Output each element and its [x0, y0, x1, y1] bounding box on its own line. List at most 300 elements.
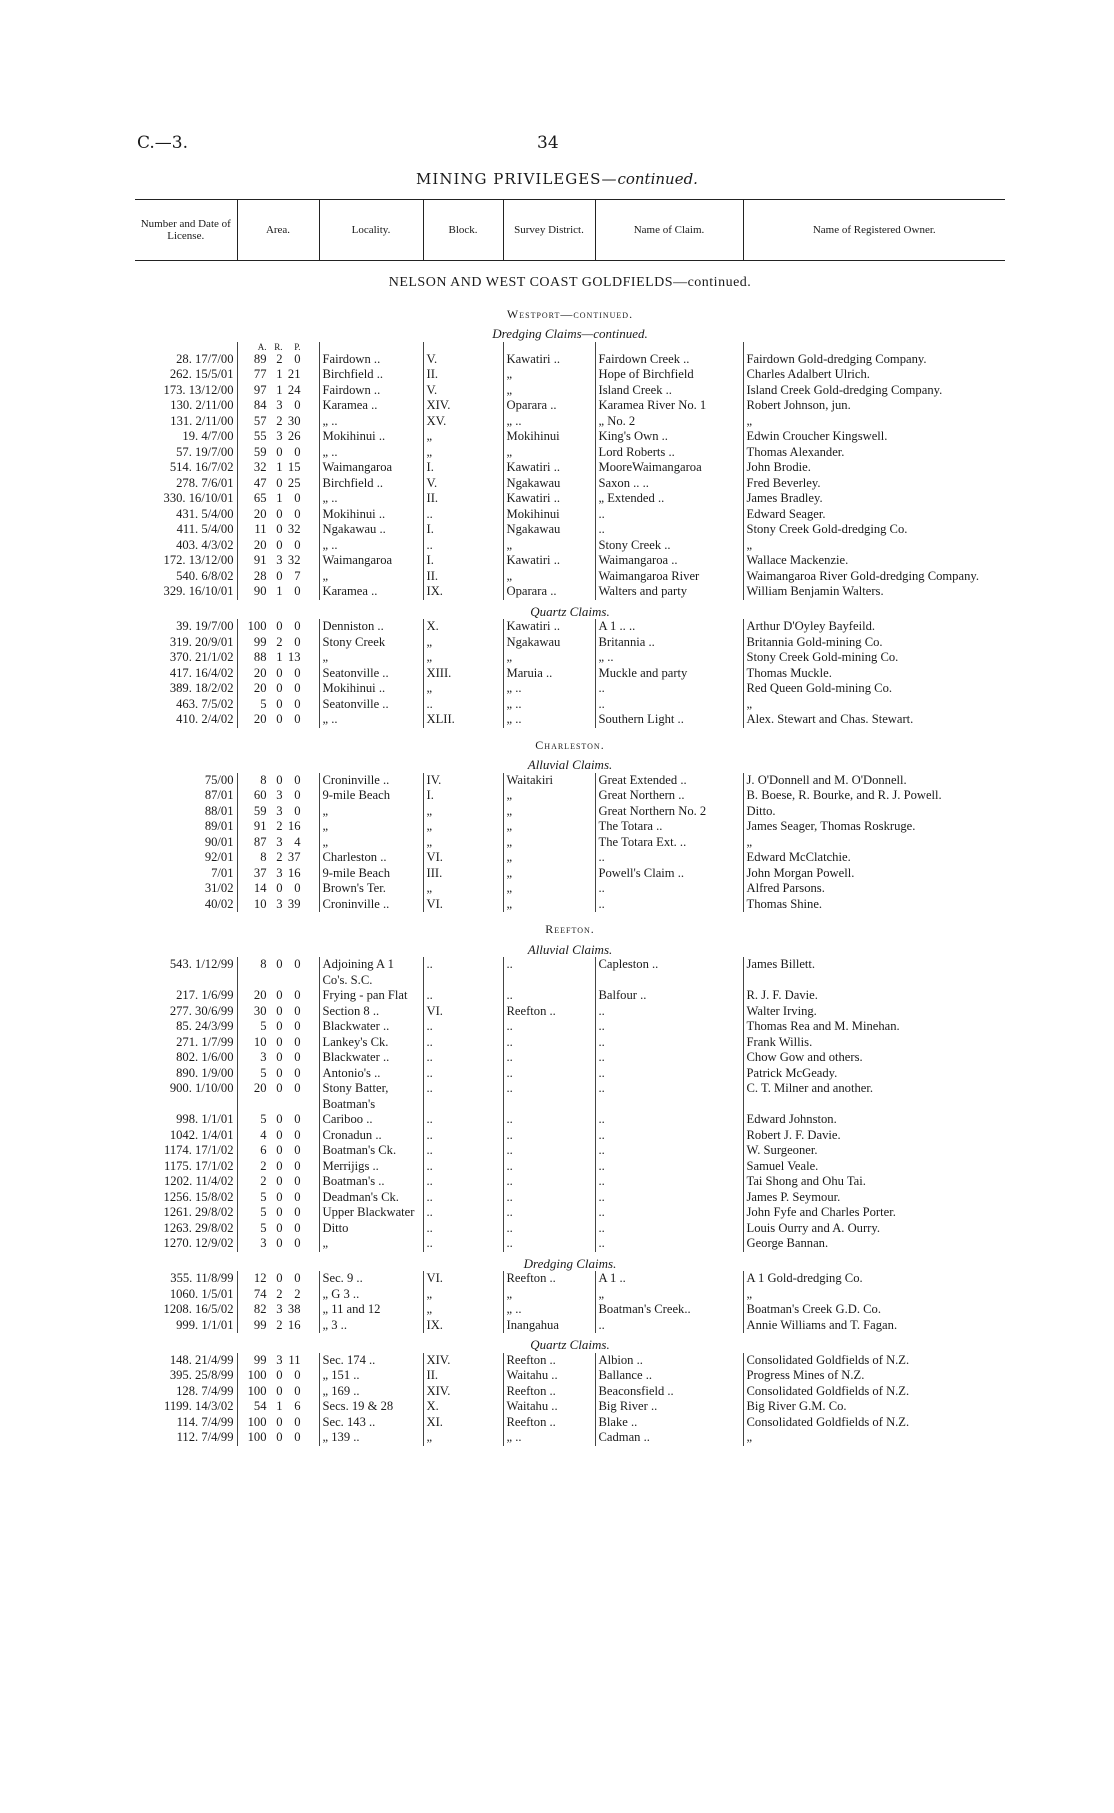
claim-name-cell: „ No. 2: [595, 414, 743, 430]
locality-cell: „: [319, 804, 423, 820]
owner-cell: Alfred Parsons.: [743, 881, 1005, 897]
area-acres: 4: [260, 1127, 267, 1142]
area-cell: [237, 712, 319, 728]
area-roods: 0: [276, 665, 283, 680]
license-number: 1256.: [163, 1189, 192, 1204]
license-date: 1/12/99: [195, 957, 234, 971]
area-roods: 0: [276, 1081, 283, 1095]
license-date: 7/4/99: [201, 1430, 234, 1444]
license-cell: [135, 1019, 237, 1035]
area-acres: 5: [260, 1220, 267, 1235]
survey-district-cell: „: [503, 819, 595, 835]
license-number: 463.: [176, 696, 199, 711]
claim-name-cell: Great Northern ..: [595, 788, 743, 804]
area-roods: 3: [276, 803, 283, 818]
license-number: 900.: [169, 1081, 192, 1095]
table-row: [135, 788, 1005, 804]
owner-cell: Boatman's Creek G.D. Co.: [743, 1302, 1005, 1318]
license-cell: [135, 476, 237, 492]
owner-cell: Chow Gow and others.: [743, 1050, 1005, 1066]
area-cell: [237, 569, 319, 585]
license-cell: [135, 619, 237, 635]
license-cell: [135, 1221, 237, 1237]
area-cell: [237, 850, 319, 866]
block-cell: ..: [423, 1019, 503, 1035]
survey-district-cell: „ ..: [503, 1302, 595, 1318]
survey-district-cell: Mokihinui: [503, 429, 595, 445]
area-perches: 0: [294, 537, 301, 552]
license-date: 5/4/00: [201, 506, 234, 521]
license-number: 1263.: [163, 1220, 192, 1235]
area-roods: 0: [276, 506, 283, 521]
license-number: 1175.: [163, 1158, 192, 1173]
district-heading: [135, 912, 1005, 938]
table-body: [135, 261, 1005, 1446]
block-cell: „: [423, 835, 503, 851]
owner-cell: R. J. F. Davie.: [743, 988, 1005, 1004]
area-roods: 0: [276, 1019, 283, 1033]
district-heading-text: Charleston.: [535, 737, 605, 752]
area-perches: 0: [294, 788, 301, 802]
area-roods: 0: [276, 696, 283, 711]
license-date: 7/6/01: [201, 475, 234, 490]
locality-cell: Merrijigs ..: [319, 1159, 423, 1175]
license-date: 25/8/99: [195, 1368, 234, 1382]
owner-cell: Consolidated Goldfields of N.Z.: [743, 1384, 1005, 1400]
license-number: 417.: [169, 665, 192, 680]
table-row: [135, 619, 1005, 635]
area-cell: [237, 881, 319, 897]
claim-name-cell: Southern Light ..: [595, 712, 743, 728]
owner-cell: Thomas Alexander.: [743, 445, 1005, 461]
area-roods: 3: [276, 398, 283, 412]
table-row: [135, 1368, 1005, 1384]
license-date: 7/5/02: [201, 696, 234, 711]
license-cell: [135, 881, 237, 897]
area-roods: 0: [276, 1414, 283, 1429]
license-cell: [135, 414, 237, 430]
license-number: 1202.: [163, 1174, 193, 1188]
locality-cell: Ngakawau ..: [319, 522, 423, 538]
area-acres: 37: [253, 865, 267, 880]
area-perches: 32: [287, 522, 301, 536]
area-cell: [237, 352, 319, 368]
block-cell: VI.: [423, 897, 503, 913]
license-date: 19/7/00: [195, 619, 234, 633]
area-roods: 0: [276, 1112, 283, 1126]
area-acres: 10: [253, 896, 267, 911]
locality-cell: „ ..: [319, 491, 423, 507]
area-acres: 30: [253, 1003, 267, 1018]
subsection-heading-text: Alluvial Claims.: [527, 941, 613, 957]
survey-district-cell: Ngakawau: [503, 476, 595, 492]
block-cell: ..: [423, 1236, 503, 1252]
license-date: 1/10/00: [195, 1081, 234, 1095]
survey-district-cell: ..: [503, 1050, 595, 1066]
license-cell: [135, 988, 237, 1004]
area-roods: 0: [276, 568, 283, 583]
owner-cell: A 1 Gold-dredging Co.: [743, 1271, 1005, 1287]
license-cell: [135, 1302, 237, 1318]
area-cell: [237, 1066, 319, 1082]
area-roods: 0: [276, 619, 283, 633]
license-cell: [135, 553, 237, 569]
area-cell: [237, 804, 319, 820]
area-cell: [237, 1399, 319, 1415]
area-units-row: [135, 342, 1005, 352]
area-perches: 0: [294, 1189, 301, 1204]
survey-district-cell: „: [503, 538, 595, 554]
claim-name-cell: Saxon .. ..: [595, 476, 743, 492]
area-perches: 0: [294, 1220, 301, 1235]
area-cell: [237, 584, 319, 600]
claim-name-cell: Waimangaroa River: [595, 569, 743, 585]
column-header-number: Number and Date of License.: [135, 200, 237, 261]
locality-cell: „ ..: [319, 712, 423, 728]
locality-cell: Blackwater ..: [319, 1019, 423, 1035]
area-perches: 0: [294, 712, 301, 726]
license-cell: [135, 460, 237, 476]
survey-district-cell: „: [503, 788, 595, 804]
license-cell: [135, 897, 237, 913]
survey-district-cell: „: [503, 850, 595, 866]
survey-district-cell: ..: [503, 1190, 595, 1206]
area-perches: 16: [287, 865, 301, 880]
area-perches: 0: [294, 619, 301, 633]
claim-name-cell: Capleston ..: [595, 957, 743, 988]
license-cell: [135, 681, 237, 697]
block-cell: I.: [423, 553, 503, 569]
license-date: 7/01: [211, 865, 234, 880]
area-roods: 0: [276, 1271, 283, 1285]
owner-cell: John Morgan Powell.: [743, 866, 1005, 882]
license-cell: [135, 1190, 237, 1206]
area-acres: 12: [253, 1271, 267, 1285]
license-cell: [135, 712, 237, 728]
owner-cell: Patrick McGeady.: [743, 1066, 1005, 1082]
area-perches: 0: [294, 1019, 301, 1033]
table-row: [135, 445, 1005, 461]
license-date: 11/4/02: [195, 1174, 234, 1188]
license-number: 355.: [170, 1271, 193, 1285]
table-row: [135, 850, 1005, 866]
survey-district-cell: ..: [503, 1143, 595, 1159]
license-date: 20/9/01: [195, 634, 234, 649]
area-acres: 8: [260, 772, 267, 787]
license-number: 1042.: [169, 1127, 199, 1142]
license-date: 1/4/01: [201, 1127, 234, 1142]
block-cell: „: [423, 681, 503, 697]
license-cell: [135, 1318, 237, 1334]
license-number: 890.: [176, 1065, 199, 1080]
area-roods: 0: [276, 522, 283, 536]
area-perches: 0: [294, 1430, 301, 1444]
locality-cell: „ 151 ..: [319, 1368, 423, 1384]
owner-cell: Robert Johnson, jun.: [743, 398, 1005, 414]
license-cell: [135, 835, 237, 851]
area-perches: 0: [294, 1271, 301, 1285]
license-number: 1060.: [169, 1286, 199, 1301]
license-cell: [135, 1035, 237, 1051]
block-cell: XLII.: [423, 712, 503, 728]
license-date: 2/11/00: [195, 398, 234, 412]
area-cell: [237, 553, 319, 569]
area-acres: 99: [253, 1352, 267, 1367]
owner-cell: Edward McClatchie.: [743, 850, 1005, 866]
area-roods: 0: [276, 1220, 283, 1235]
survey-district-cell: ..: [503, 1221, 595, 1237]
area-cell: [237, 1271, 319, 1287]
survey-district-cell: „: [503, 383, 595, 399]
survey-district-cell: Waitahu ..: [503, 1368, 595, 1384]
license-date: 18/2/02: [195, 681, 234, 695]
district-heading-text: Reefton.: [545, 922, 595, 936]
area-acres: 3: [260, 1236, 267, 1250]
area-roods: 2: [276, 850, 283, 864]
block-cell: II.: [423, 1368, 503, 1384]
locality-cell: Section 8 ..: [319, 1004, 423, 1020]
area-acres: 20: [253, 712, 267, 726]
license-date: 1/6/00: [201, 1050, 234, 1064]
area-perches: 0: [294, 1205, 301, 1219]
survey-district-cell: ..: [503, 1081, 595, 1112]
license-cell: [135, 367, 237, 383]
owner-cell: Stony Creek Gold-mining Co.: [743, 650, 1005, 666]
survey-district-cell: Kawatiri ..: [503, 553, 595, 569]
area-perches: 0: [294, 681, 301, 695]
license-date: 29/8/02: [195, 1220, 234, 1235]
license-date: 17/1/02: [195, 1143, 234, 1157]
locality-cell: Waimangaroa: [319, 553, 423, 569]
area-perches: 16: [287, 1317, 301, 1332]
table-row: [135, 650, 1005, 666]
license-cell: [135, 773, 237, 789]
area-perches: 13: [287, 650, 301, 664]
survey-district-cell: ..: [503, 1035, 595, 1051]
locality-cell: „ G 3 ..: [319, 1287, 423, 1303]
area-acres: 89: [253, 351, 267, 366]
block-cell: XIV.: [423, 398, 503, 414]
license-date: 1/7/99: [201, 1034, 234, 1049]
table-row: [135, 1159, 1005, 1175]
area-roods: 0: [276, 1127, 283, 1142]
area-cell: [237, 1415, 319, 1431]
area-roods: 0: [276, 712, 283, 726]
area-roods: 1: [276, 584, 283, 598]
survey-district-cell: „ ..: [503, 712, 595, 728]
license-date: 2/11/00: [195, 413, 234, 428]
table-row: [135, 507, 1005, 523]
claim-name-cell: The Totara Ext. ..: [595, 835, 743, 851]
license-date: 13/12/00: [188, 382, 234, 397]
area-cell: [237, 1353, 319, 1369]
locality-cell: Cronadun ..: [319, 1128, 423, 1144]
claim-name-cell: ..: [595, 1066, 743, 1082]
block-cell: XV.: [423, 414, 503, 430]
claim-name-cell: MooreWaimangaroa: [595, 460, 743, 476]
area-acres: 5: [260, 1112, 267, 1126]
table-row: [135, 635, 1005, 651]
survey-district-cell: Kawatiri ..: [503, 619, 595, 635]
survey-district-cell: „ ..: [503, 681, 595, 697]
claim-name-cell: ..: [595, 850, 743, 866]
area-acres: 5: [260, 1189, 267, 1204]
area-acres: 60: [253, 788, 267, 802]
table-row: [135, 681, 1005, 697]
locality-cell: Mokihinui ..: [319, 507, 423, 523]
area-perches: 15: [287, 460, 301, 474]
table-row: [135, 538, 1005, 554]
table-row: [135, 476, 1005, 492]
locality-cell: „: [319, 819, 423, 835]
block-cell: ..: [423, 1174, 503, 1190]
license-cell: [135, 1353, 237, 1369]
area-roods: 0: [276, 1383, 283, 1398]
area-acres: 99: [253, 634, 267, 649]
area-cell: [237, 522, 319, 538]
area-roods: 2: [276, 351, 283, 366]
area-perches: 0: [294, 351, 301, 366]
area-roods: 2: [276, 1286, 283, 1301]
area-cell: [237, 491, 319, 507]
table-row: [135, 773, 1005, 789]
area-roods: 0: [276, 772, 283, 787]
area-acres: 3: [260, 1050, 267, 1064]
area-perches: 37: [287, 850, 301, 864]
locality-cell: „: [319, 835, 423, 851]
locality-cell: „ 139 ..: [319, 1430, 423, 1446]
area-cell: [237, 835, 319, 851]
area-perches: 26: [287, 429, 301, 443]
area-roods: 0: [276, 444, 283, 459]
owner-cell: W. Surgeoner.: [743, 1143, 1005, 1159]
license-number: 802.: [176, 1050, 199, 1064]
area-acres: 8: [260, 957, 267, 971]
license-date: 90/01: [204, 834, 234, 849]
license-date: 7/4/99: [201, 1383, 234, 1398]
license-number: 148.: [169, 1352, 192, 1367]
block-cell: XIV.: [423, 1384, 503, 1400]
license-number: 278.: [176, 475, 199, 490]
table-header-row: [135, 200, 1005, 261]
locality-cell: Sec. 143 ..: [319, 1415, 423, 1431]
locality-cell: Mokihinui ..: [319, 681, 423, 697]
area-cell: [237, 367, 319, 383]
block-cell: V.: [423, 476, 503, 492]
license-date: 88/01: [204, 803, 234, 818]
claim-name-cell: ..: [595, 1318, 743, 1334]
area-perches: 24: [287, 382, 301, 397]
area-acres: 5: [260, 696, 267, 711]
table-row: [135, 1205, 1005, 1221]
table-row: [135, 988, 1005, 1004]
table-row: [135, 1399, 1005, 1415]
area-acres: 20: [253, 988, 267, 1002]
locality-cell: Karamea ..: [319, 398, 423, 414]
block-cell: „: [423, 429, 503, 445]
license-cell: [135, 819, 237, 835]
area-roods: 0: [276, 537, 283, 552]
area-perches: 0: [294, 1034, 301, 1049]
table-row: [135, 804, 1005, 820]
area-perches: 0: [294, 803, 301, 818]
claim-name-cell: Hope of Birchfield: [595, 367, 743, 383]
subsection-heading: [135, 1333, 1005, 1353]
owner-cell: Red Queen Gold-mining Co.: [743, 681, 1005, 697]
claim-name-cell: King's Own ..: [595, 429, 743, 445]
block-cell: V.: [423, 352, 503, 368]
table-row: [135, 697, 1005, 713]
claim-name-cell: „: [595, 1287, 743, 1303]
locality-cell: „ ..: [319, 414, 423, 430]
claim-name-cell: Karamea River No. 1: [595, 398, 743, 414]
license-date: 1/5/01: [201, 1286, 234, 1301]
table-row: [135, 819, 1005, 835]
block-cell: VI.: [423, 850, 503, 866]
owner-cell: „: [743, 414, 1005, 430]
claim-name-cell: Great Northern No. 2: [595, 804, 743, 820]
area-cell: [237, 1004, 319, 1020]
area-roods: 0: [276, 1236, 283, 1250]
area-roods: 1: [276, 491, 283, 505]
mining-privileges-table: [135, 199, 1005, 1446]
license-cell: [135, 429, 237, 445]
area-perches: 0: [294, 1414, 301, 1429]
survey-district-cell: Waitahu ..: [503, 1399, 595, 1415]
area-roods: 0: [276, 988, 283, 1002]
owner-cell: „: [743, 835, 1005, 851]
claim-name-cell: Cadman ..: [595, 1430, 743, 1446]
column-header-area: Area.: [237, 200, 319, 261]
locality-cell: Croninville ..: [319, 773, 423, 789]
claim-name-cell: ..: [595, 681, 743, 697]
license-cell: [135, 1236, 237, 1252]
area-cell: [237, 1302, 319, 1318]
claim-name-cell: ..: [595, 1112, 743, 1128]
area-cell: [237, 1159, 319, 1175]
block-cell: X.: [423, 1399, 503, 1415]
owner-cell: James Bradley.: [743, 491, 1005, 507]
locality-cell: „ 11 and 12: [319, 1302, 423, 1318]
area-cell: [237, 507, 319, 523]
block-cell: IV.: [423, 773, 503, 789]
table-row: [135, 1287, 1005, 1303]
license-number: 57.: [176, 444, 192, 459]
subsection-heading-text: Quartz Claims.: [530, 603, 610, 619]
locality-cell: Deadman's Ck.: [319, 1190, 423, 1206]
area-roods: 0: [276, 1368, 283, 1382]
license-date: 6/8/02: [201, 568, 234, 583]
license-cell: [135, 1112, 237, 1128]
license-number: 19.: [182, 429, 199, 443]
license-cell: [135, 957, 237, 988]
area-perches: 0: [294, 634, 301, 649]
area-cell: [237, 1143, 319, 1159]
area-acres: 2: [260, 1158, 267, 1173]
block-cell: „: [423, 804, 503, 820]
area-perches: 16: [287, 819, 301, 833]
block-cell: X.: [423, 619, 503, 635]
locality-cell: Birchfield ..: [319, 367, 423, 383]
locality-cell: Boatman's Ck.: [319, 1143, 423, 1159]
block-cell: ..: [423, 1035, 503, 1051]
license-date: 19/7/00: [195, 444, 234, 459]
license-date: 1/1/01: [201, 1112, 234, 1126]
owner-cell: Wallace Mackenzie.: [743, 553, 1005, 569]
area-roods: 0: [276, 1158, 283, 1173]
locality-cell: „ ..: [319, 445, 423, 461]
area-perches: 0: [294, 881, 301, 895]
